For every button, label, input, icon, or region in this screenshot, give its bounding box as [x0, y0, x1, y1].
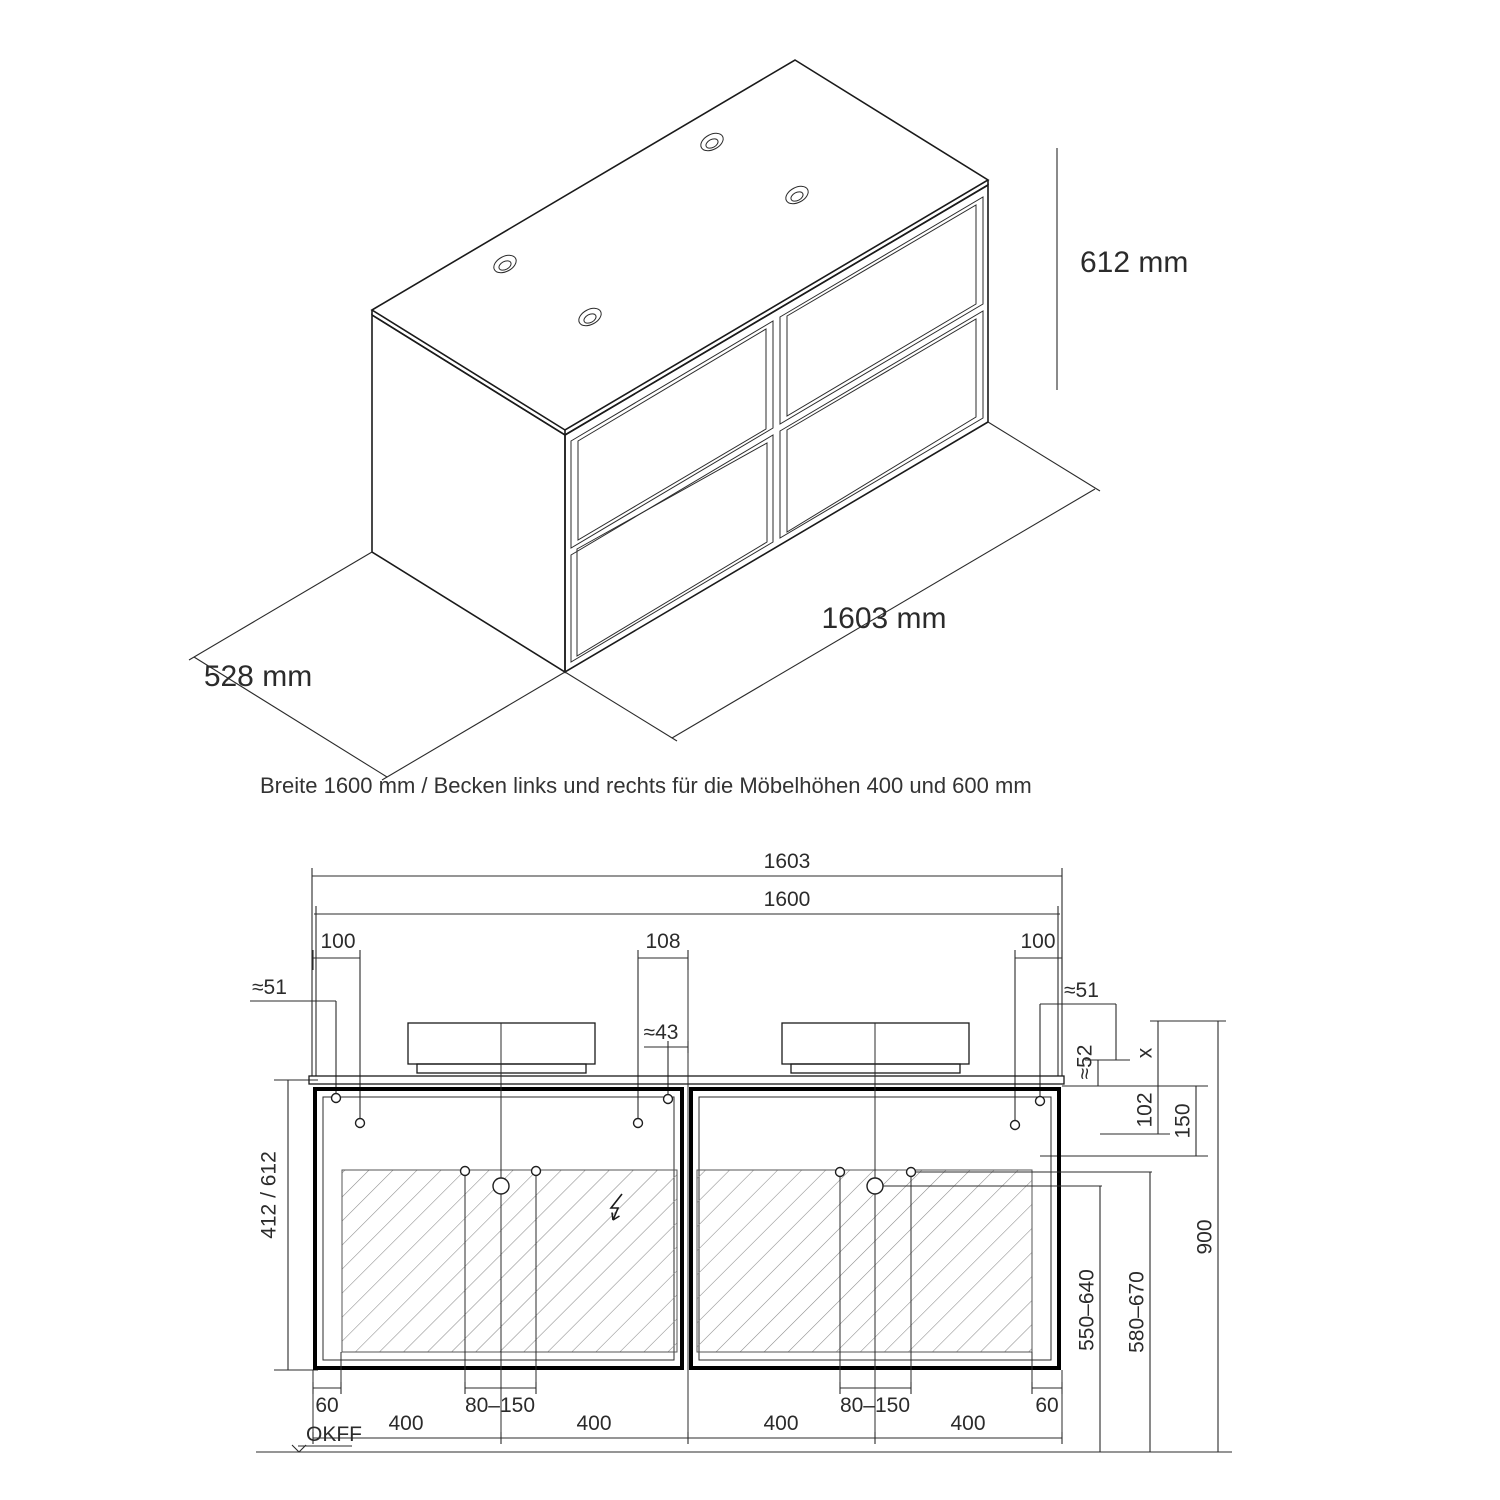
iso-width-ext-right [988, 422, 1100, 491]
iso-width-label: 1603 mm [821, 602, 947, 635]
hatch-area-left [342, 1170, 677, 1352]
isometric-view [189, 60, 1188, 780]
dim-60-right-label: 60 [1035, 1394, 1059, 1417]
iso-left-face [372, 315, 565, 672]
iso-countertop-face [372, 60, 988, 430]
iso-width-ext-left [565, 672, 677, 741]
range-550-label: 550–640 [1075, 1269, 1099, 1351]
iso-dimensions [189, 148, 1188, 780]
dim-100-right-label: 100 [1020, 930, 1056, 953]
iso-drawer-panels [571, 197, 983, 662]
floor-level-mark [292, 1423, 362, 1452]
countertop-slab [309, 1076, 1064, 1084]
iso-tap-holes [491, 130, 811, 330]
hatch-area-right [697, 1170, 1032, 1352]
dim-60-left-label: 60 [315, 1394, 339, 1417]
floor-label: OKFF [306, 1423, 362, 1446]
x-dim-label: x [1133, 1047, 1157, 1059]
range-580-label: 580–670 [1125, 1271, 1149, 1353]
dim-approx43 [644, 1041, 688, 1094]
approx51-right-label: ≈51 [1064, 979, 1099, 1002]
dim-x [1150, 1021, 1226, 1086]
dim-400-2-label: 400 [576, 1412, 612, 1435]
dim-150-label: 150 [1171, 1103, 1195, 1139]
dim-80-150-right-label: 80–150 [839, 1394, 911, 1417]
caption-text: Breite 1600 mm / Becken links und rechts für die Möbelhöhen 400 und 600 mm [260, 773, 1032, 798]
dim-1600-label: 1600 [763, 888, 811, 911]
dim-cabinet-height [274, 1080, 318, 1370]
dim-100-right [1015, 950, 1062, 1121]
dim-108-label: 108 [645, 930, 681, 953]
dim-400-3-label: 400 [763, 1412, 799, 1435]
leader-approx51-left [250, 1001, 336, 1093]
dim-400-1-label: 400 [388, 1412, 424, 1435]
dim-400-4-label: 400 [950, 1412, 986, 1435]
iso-front-face [565, 185, 988, 672]
iso-depth-label: 528 mm [203, 660, 313, 693]
cabinet-height-label: 412 / 612 [257, 1151, 281, 1239]
approx43-label: ≈43 [643, 1021, 679, 1044]
front-elevation [250, 850, 1232, 1452]
dim-80-150-left-label: 80–150 [464, 1394, 536, 1417]
approx51-left-label: ≈51 [252, 976, 287, 999]
iso-height-label: 612 mm [1080, 246, 1189, 279]
iso-countertop-edge [372, 185, 988, 435]
dim-900-label: 900 [1193, 1219, 1217, 1255]
approx52-label: ≈52 [1073, 1044, 1097, 1080]
dim-100-left-label: 100 [320, 930, 356, 953]
dim-102-label: 102 [1133, 1092, 1157, 1128]
iso-depth-ext-front [382, 672, 565, 780]
dim-1603-label: 1603 [763, 850, 811, 873]
iso-depth-ext-back [189, 552, 372, 660]
